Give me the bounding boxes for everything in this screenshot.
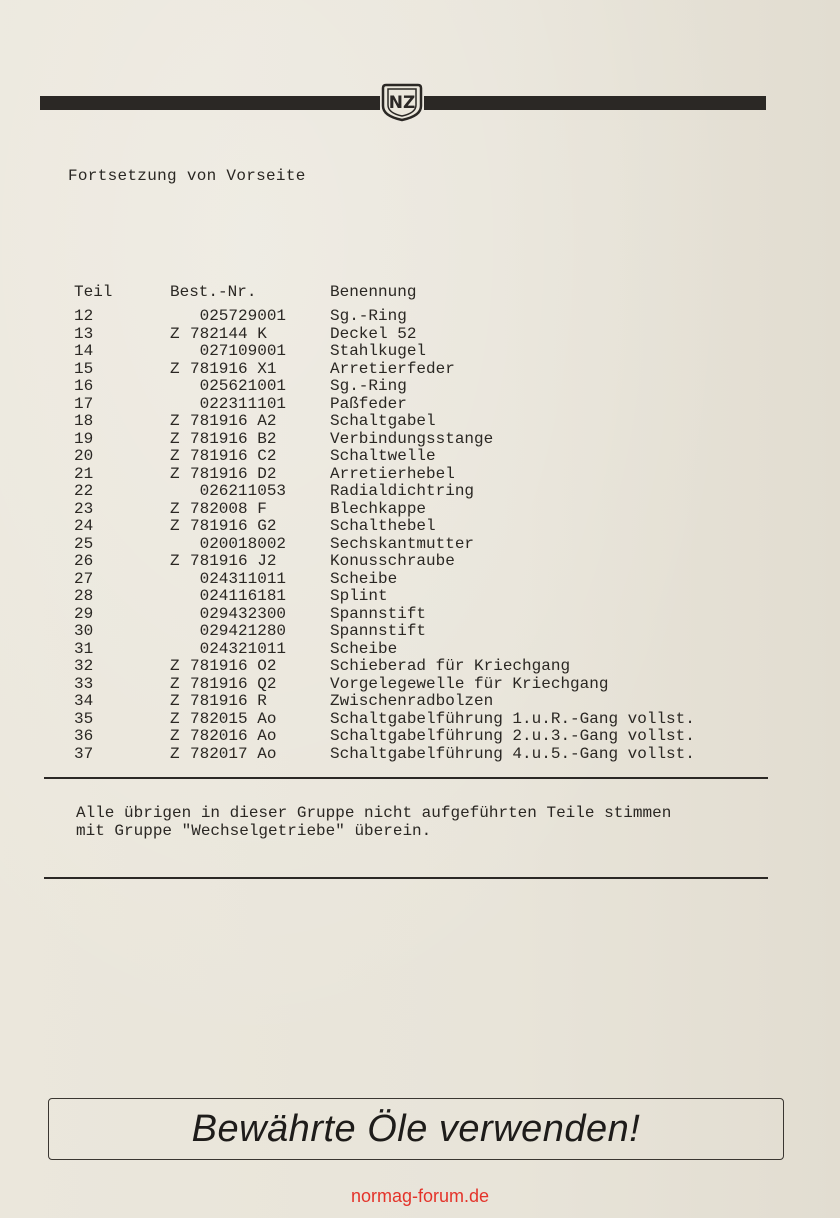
remark-line-2: mit Gruppe "Wechselgetriebe" überein.: [76, 821, 432, 840]
remark-line-1: Alle übrigen in dieser Gruppe nicht aufgeführten Teile stimmen: [76, 804, 672, 822]
cell-best-nr: 020018002: [190, 534, 287, 553]
cell-teil: 21: [74, 464, 94, 483]
table-row: [72, 378, 772, 396]
watermark-text: normag-forum.de: [350, 1186, 490, 1206]
cell-teil: 31: [74, 639, 94, 658]
cell-prefix: Z: [170, 359, 180, 378]
cell-best-nr: 781916 D2: [190, 464, 277, 483]
cell-best-nr: 025621001: [190, 377, 287, 395]
cell-teil: 12: [74, 307, 94, 325]
cell-best-nr: 781916 B2: [190, 429, 277, 448]
cell-teil: 35: [74, 709, 94, 728]
cell-best-nr: 024116181: [190, 587, 287, 605]
cell-benennung: Schaltwelle: [330, 447, 436, 465]
cell-teil: 28: [74, 587, 94, 605]
table-row: [72, 728, 772, 746]
cell-benennung: Schaltgabelführung 1.u.R.-Gang vollst.: [330, 709, 695, 728]
table-row: [72, 396, 772, 414]
cell-teil: 25: [74, 534, 94, 553]
cell-benennung: Arretierfeder: [330, 359, 455, 378]
divider-line: [44, 777, 768, 779]
cell-benennung: Stahlkugel: [330, 342, 427, 360]
parts-table: [72, 282, 772, 763]
table-row: [72, 588, 772, 606]
cell-benennung: Schaltgabelführung 4.u.5.-Gang vollst.: [330, 744, 695, 763]
cell-teil: 22: [74, 482, 94, 500]
cell-teil: 15: [74, 359, 94, 378]
table-row: [72, 676, 772, 694]
table-row: [72, 606, 772, 624]
table-row: [72, 308, 772, 326]
table-row: [72, 658, 772, 676]
table-row: [72, 641, 772, 659]
cell-benennung: Splint: [330, 587, 388, 605]
table-row: [72, 571, 772, 589]
table-row: [72, 711, 772, 729]
cell-teil: 33: [74, 674, 94, 693]
cell-prefix: Z: [170, 499, 180, 518]
cell-benennung: Vorgelegewelle für Kriechgang: [330, 674, 609, 693]
header-benennung: Benennung: [330, 283, 417, 301]
cell-best-nr: 781916 A2: [190, 412, 277, 430]
cell-best-nr: 781916 G2: [190, 517, 277, 535]
cell-teil: 20: [74, 447, 94, 465]
cell-benennung: Schalthebel: [330, 517, 436, 535]
table-row: [72, 361, 772, 379]
cell-benennung: Schieberad für Kriechgang: [330, 657, 571, 675]
cell-prefix: Z: [170, 324, 180, 343]
cell-teil: 16: [74, 377, 94, 395]
cell-best-nr: 024321011: [190, 639, 287, 658]
table-row: [72, 623, 772, 641]
cell-benennung: Konusschraube: [330, 552, 455, 570]
table-row: [72, 483, 772, 501]
cell-benennung: Spannstift: [330, 622, 427, 640]
cell-best-nr: 026211053: [190, 482, 287, 500]
header-rule-right: [424, 96, 766, 110]
cell-benennung: Scheibe: [330, 569, 398, 588]
cell-prefix: Z: [170, 674, 180, 693]
table-row: [72, 553, 772, 571]
table-row: [72, 431, 772, 449]
cell-best-nr: 025729001: [190, 307, 287, 325]
cell-prefix: Z: [170, 744, 180, 763]
cell-best-nr: 782144 K: [190, 324, 267, 343]
banner-text: Bewährte Öle verwenden!: [191, 1108, 641, 1150]
cell-teil: 30: [74, 622, 94, 640]
nz-logo-icon: [380, 82, 424, 122]
table-row: [72, 343, 772, 361]
cell-prefix: Z: [170, 464, 180, 483]
cell-best-nr: 781916 Q2: [190, 674, 277, 693]
header-teil: Teil: [74, 283, 113, 301]
cell-teil: 26: [74, 552, 94, 570]
cell-best-nr: 782017 Ao: [190, 744, 277, 763]
cell-teil: 37: [74, 744, 94, 763]
table-header-row: [72, 282, 772, 308]
cell-best-nr: 781916 C2: [190, 447, 277, 465]
cell-benennung: Schaltgabel: [330, 412, 436, 430]
cell-benennung: Sg.-Ring: [330, 307, 407, 325]
table-row: [72, 746, 772, 764]
cell-teil: 34: [74, 692, 94, 710]
cell-benennung: Sg.-Ring: [330, 377, 407, 395]
cell-prefix: Z: [170, 552, 180, 570]
cell-teil: 19: [74, 429, 94, 448]
cell-benennung: Arretierhebel: [330, 464, 455, 483]
cell-benennung: Zwischenradbolzen: [330, 692, 494, 710]
cell-benennung: Spannstift: [330, 604, 427, 623]
cell-benennung: Deckel 52: [330, 324, 417, 343]
table-row: [72, 501, 772, 519]
cell-teil: 18: [74, 412, 94, 430]
cell-prefix: Z: [170, 447, 180, 465]
cell-benennung: Radialdichtring: [330, 482, 475, 500]
cell-benennung: Paßfeder: [330, 394, 407, 413]
cell-best-nr: 782008 F: [190, 499, 267, 518]
cell-best-nr: 029432300: [190, 604, 287, 623]
cell-best-nr: 024311011: [190, 569, 287, 588]
table-row: [72, 326, 772, 344]
divider-line: [44, 877, 768, 879]
cell-best-nr: 782016 Ao: [190, 727, 277, 745]
oil-banner: [48, 1098, 784, 1160]
remark-text: [76, 805, 671, 840]
cell-teil: 14: [74, 342, 94, 360]
cell-best-nr: 781916 R: [190, 692, 267, 710]
table-row: [72, 413, 772, 431]
cell-teil: 17: [74, 394, 94, 413]
cell-teil: 36: [74, 727, 94, 745]
cell-best-nr: 029421280: [190, 622, 287, 640]
cell-benennung: Blechkappe: [330, 499, 427, 518]
cell-prefix: Z: [170, 517, 180, 535]
table-row: [72, 466, 772, 484]
cell-best-nr: 781916 X1: [190, 359, 277, 378]
logo-text: NZ: [388, 93, 416, 113]
cell-teil: 32: [74, 657, 94, 675]
cell-best-nr: 782015 Ao: [190, 709, 277, 728]
cell-benennung: Sechskantmutter: [330, 534, 475, 553]
cell-teil: 24: [74, 517, 94, 535]
cell-prefix: Z: [170, 657, 180, 675]
cell-benennung: Verbindungsstange: [330, 429, 494, 448]
cell-teil: 13: [74, 324, 94, 343]
cell-best-nr: 781916 O2: [190, 657, 277, 675]
cell-teil: 29: [74, 604, 94, 623]
table-row: [72, 536, 772, 554]
cell-best-nr: 022311101: [190, 394, 287, 413]
cell-best-nr: 027109001: [190, 342, 287, 360]
continuation-subtitle: Fortsetzung von Vorseite: [68, 167, 306, 185]
cell-benennung: Schaltgabelführung 2.u.3.-Gang vollst.: [330, 727, 695, 745]
header-rule-left: [40, 96, 380, 110]
header-best-nr: Best.-Nr.: [170, 283, 257, 301]
cell-teil: 23: [74, 499, 94, 518]
table-row: [72, 518, 772, 536]
cell-prefix: Z: [170, 692, 180, 710]
cell-benennung: Scheibe: [330, 639, 398, 658]
table-row: [72, 448, 772, 466]
cell-prefix: Z: [170, 709, 180, 728]
cell-teil: 27: [74, 569, 94, 588]
cell-prefix: Z: [170, 412, 180, 430]
cell-prefix: Z: [170, 429, 180, 448]
cell-prefix: Z: [170, 727, 180, 745]
cell-best-nr: 781916 J2: [190, 552, 277, 570]
table-row: [72, 693, 772, 711]
